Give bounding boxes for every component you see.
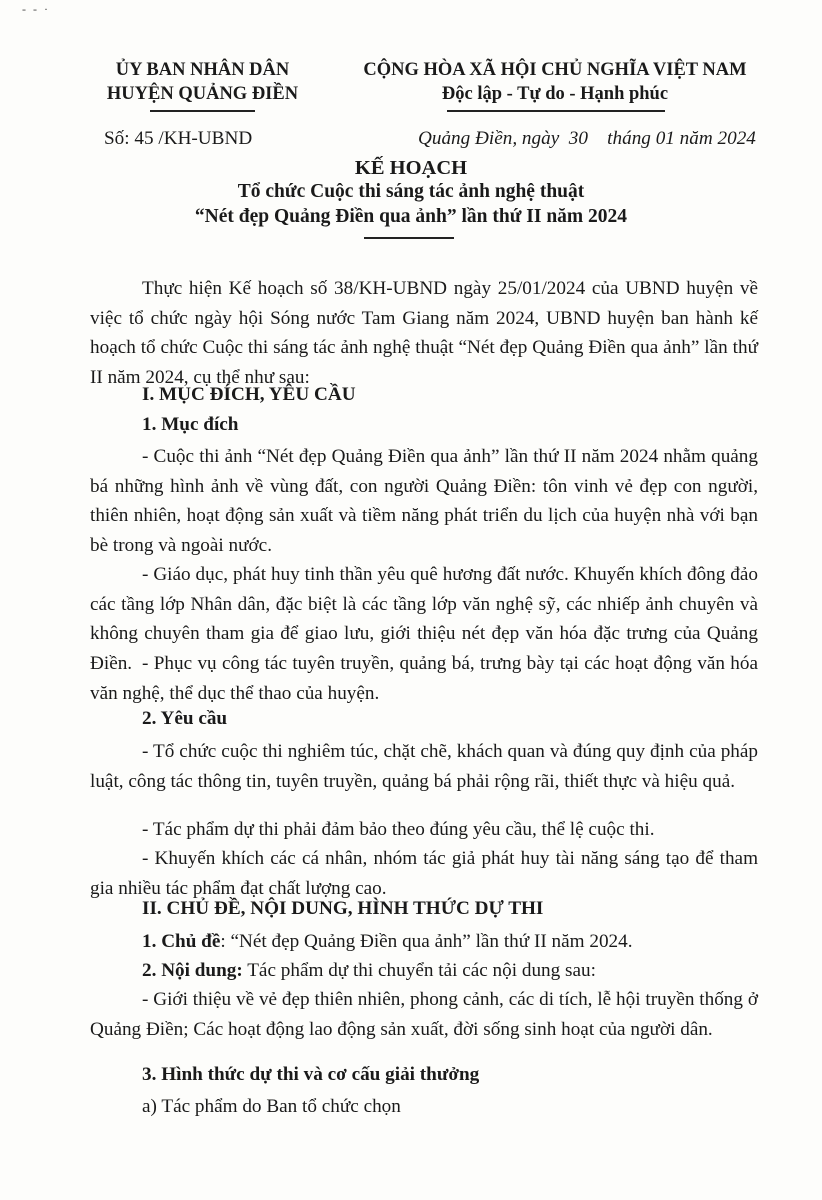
content-label: 2. Nội dung: bbox=[142, 960, 243, 981]
document-subtitle-2: “Nét đẹp Quảng Điền qua ảnh” lần thứ II năm 2024 bbox=[194, 206, 628, 227]
content-paragraph: - Giới thiệu về vẻ đẹp thiên nhiên, phong cảnh, các di tích, lễ hội truyền thống ở Quảng Điền; Các hoạt động lao động sản xuất, đời sống sinh hoạt của người dân. bbox=[90, 989, 758, 1040]
national-motto: Độc lập - Tự do - Hạnh phúc bbox=[441, 84, 669, 104]
requirement-paragraph-2: - Tác phẩm dự thi phải đảm bảo theo đúng yêu cầu, thể lệ cuộc thi. bbox=[142, 819, 655, 840]
section-1-1-heading: 1. Mục đích bbox=[142, 414, 239, 435]
agency-name: ỦY BAN NHÂN DÂN bbox=[115, 60, 290, 80]
scan-mark: - - · bbox=[22, 2, 50, 16]
section-2-3-heading: 3. Hình thức dự thi và cơ cấu giải thưởng bbox=[142, 1064, 480, 1085]
document-subtitle-1: Tổ chức Cuộc thi sáng tác ảnh nghệ thuật bbox=[237, 181, 585, 202]
section-2-heading: II. CHỦ ĐỀ, NỘI DUNG, HÌNH THỨC DỰ THI bbox=[142, 898, 544, 919]
purpose-paragraph-3: - Phục vụ công tác tuyên truyền, quảng bá, trưng bày tại các hoạt động văn hóa văn nghệ, thể dục thể thao của huyện. bbox=[90, 653, 758, 704]
title-underline bbox=[364, 237, 454, 239]
requirement-paragraph-1: - Tổ chức cuộc thi nghiêm túc, chặt chẽ, khách quan và đúng quy định của pháp luật, công tác thông tin, tuyên truyền, quảng bá phải rộng rãi, thiết thực và hiệu quả. bbox=[90, 741, 758, 792]
document-number: Số: 45 /KH-UBND bbox=[104, 128, 253, 149]
content-text: Tác phẩm dự thi chuyển tải các nội dung sau: bbox=[242, 960, 596, 981]
section-2-3-a: a) Tác phẩm do Ban tổ chức chọn bbox=[142, 1096, 401, 1117]
purpose-paragraph-2: - Giáo dục, phát huy tinh thần yêu quê hương đất nước. Khuyến khích đông đảo các tầng lớp Nhân dân, đặc biệt là các tầng lớp văn nghệ sỹ, các nhiếp ảnh chuyên và không chuyên tham gia để giao lưu, giới thiệu nét đẹp văn hóa đặc trưng của Quảng Điền. bbox=[90, 564, 758, 674]
place-date: Quảng Điền, ngày 30 tháng 01 năm 2024 bbox=[418, 128, 756, 149]
topic-text: : “Nét đẹp Quảng Điền qua ảnh” lần thứ II năm 2024. bbox=[220, 931, 633, 952]
content-line bbox=[142, 956, 596, 986]
intro-paragraph: Thực hiện Kế hoạch số 38/KH-UBND ngày 25/01/2024 của UBND huyện về việc tổ chức ngày hội Sóng nước Tam Giang năm 2024, UBND huyện ban hành kế hoạch tổ chức Cuộc thi sáng tác ảnh nghệ thuật “Nét đẹp Quảng Điền qua ảnh” lần thứ II năm 2024, cụ thể như sau: bbox=[90, 278, 758, 388]
topic-line bbox=[142, 927, 633, 957]
topic-label: 1. Chủ đề bbox=[142, 931, 221, 952]
agency-district: HUYỆN QUẢNG ĐIỀN bbox=[106, 84, 299, 104]
national-title: CỘNG HÒA XÃ HỘI CHỦ NGHĨA VIỆT NAM bbox=[363, 60, 747, 80]
requirement-paragraph-3: - Khuyến khích các cá nhân, nhóm tác giả phát huy tài năng sáng tạo để tham gia nhiều tác phẩm đạt chất lượng cao. bbox=[90, 848, 758, 899]
section-1-heading: I. MỤC ĐÍCH, YÊU CẦU bbox=[142, 384, 356, 405]
purpose-paragraph-1: - Cuộc thi ảnh “Nét đẹp Quảng Điền qua ảnh” lần thứ II năm 2024 nhằm quảng bá những hình ảnh về vùng đất, con người Quảng Điền: tôn vinh vẻ đẹp con người, thiên nhiên, hoạt động sản xuất và tiềm năng phát triển du lịch của huyện nhà với bạn bè trong và ngoài nước. bbox=[90, 446, 758, 556]
header-left-underline bbox=[150, 110, 255, 112]
header-right-underline bbox=[447, 110, 665, 112]
section-1-2-heading: 2. Yêu cầu bbox=[142, 708, 228, 729]
document-title: KẾ HOẠCH bbox=[354, 157, 468, 179]
